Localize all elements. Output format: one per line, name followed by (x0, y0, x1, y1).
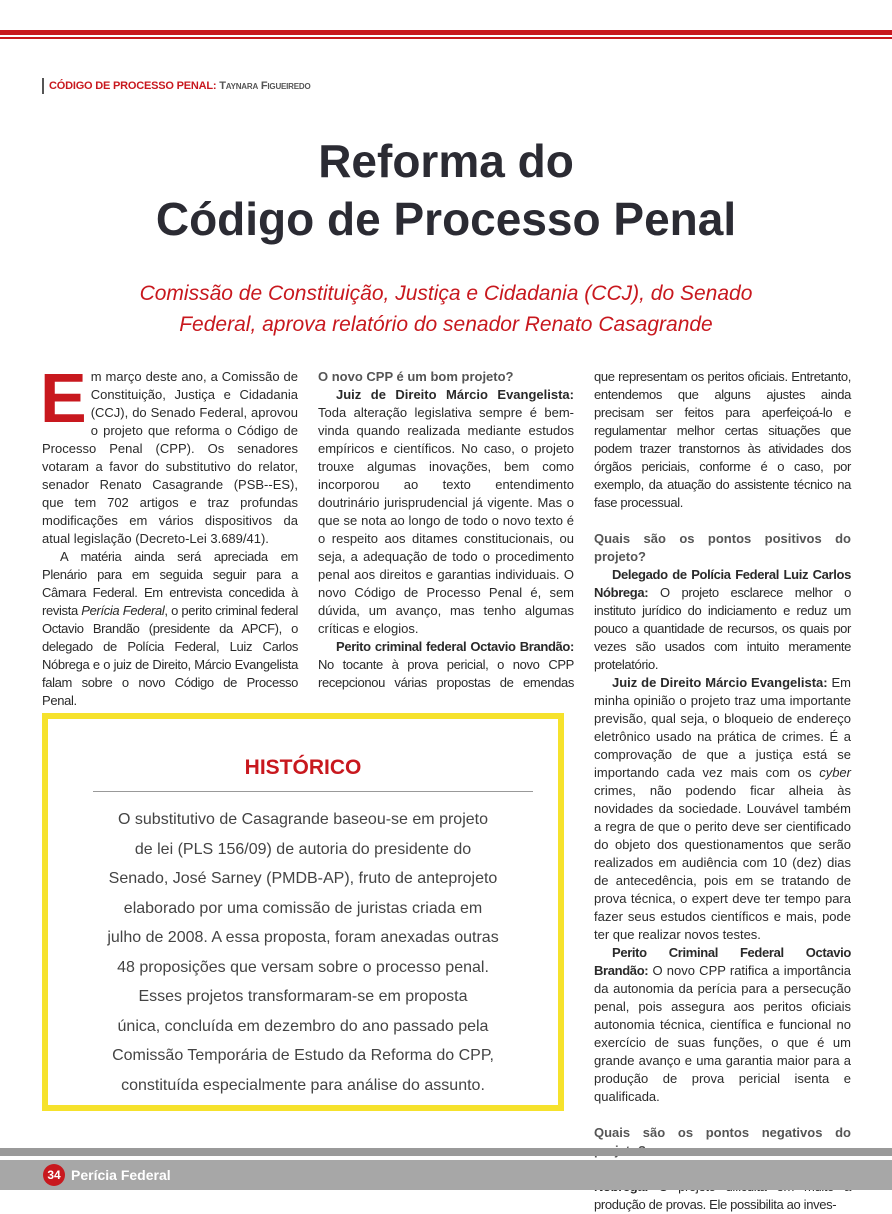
answer-2-judge-text-b: crimes, não podendo ficar alheia às novidades da sociedade. Louvável também a regra de que o perito deve ser cientificado do objeto dos questionamentos que serão realizados em audiência com 10 (dez) dias de antecedência, pois em se tratando de prova técnica, o expert deve ter tempo para fazer seus estudos científicos e mais, pode ter que realizar novos testes. (594, 783, 851, 942)
historico-line: julho de 2008. A essa proposta, foram anexadas outras (107, 929, 499, 946)
speaker-perito-2: Perito Criminal Federal Octavio Brandão: (594, 945, 851, 978)
column-1 (40, 359, 299, 710)
historico-line: 48 proposições que versam sobre o processo penal. (117, 958, 489, 976)
intro-paragraph-1 (40, 359, 298, 548)
historico-box (42, 713, 564, 1111)
cyber-word: cyber (819, 765, 851, 780)
magazine-name-inline: Perícia Federal (81, 603, 165, 618)
historico-title: HISTÓRICO (244, 756, 362, 779)
article-title (0, 132, 892, 248)
historico-line: única, concluída em dezembro do ano passado pela (117, 1017, 489, 1035)
spacer (594, 512, 851, 530)
subtitle-line-2: Federal, aprova relatório do senador Renato Casagrande (179, 313, 713, 336)
spacer-2 (594, 1106, 851, 1124)
question-3: Quais são os pontos negativos do (594, 1125, 851, 1140)
continuation-text: que representam os peritos oficiais. Entretanto, entendemos que alguns ajustes ainda precisam ser feitos para aperfeiçoá-lo e regulamentar melhor certas situações que podem trazer transtornos às atividades dos órgãos periciais, conforme é o caso, por exemplo, da atuação do assistente técnico na fase processual. (594, 369, 851, 510)
answer-2-perito (594, 944, 851, 1106)
footer-magazine-name: Perícia Federal (71, 1167, 171, 1183)
historico-line: Senado, José Sarney (PMDB-AP), fruto de anteprojeto (108, 870, 498, 887)
drop-cap: E (40, 359, 87, 437)
answer-1-judge (318, 386, 574, 638)
section-header (42, 78, 311, 94)
title-line-1: Reforma do (318, 135, 574, 187)
intro-text-2a: A matéria ainda será apreciada em Plenário para em seguida seguir para a Câmara Federal. Em entrevista concedida à revista (42, 549, 298, 618)
column-3-flow (594, 368, 851, 1214)
intro-text-1: m março deste ano, a Comissão de Constituição, Justiça e Cidadania (CCJ), do Senado Federal, aprovou o projeto que reforma o Código de Processo Penal (CPP). Os senadores votaram a favor do substitutivo do relator, senador Renato Casagrande (PSB--ES), que tem 702 artigos e traz profundas modificações em vários dispositivos da atual legislação (Decreto-Lei 3.689/41). (42, 369, 298, 546)
answer-2-delegado (594, 566, 851, 674)
answer-1-perito-text: No tocante à prova pericial, o novo CPP recepcionou várias propostas de emendas (318, 657, 574, 690)
question-1: O novo CPP é um bom projeto? (318, 369, 514, 384)
answer-2-perito-text: O novo CPP ratifica a importância da autonomia da perícia para a persecução penal, pois assegura aos peritos oficiais autonomia técnica, científica e funcional no exercício de suas funções, o que é um grande avanço e uma garantia maior para a produção de prova pericial isenta e qualificada. (594, 963, 851, 1104)
historico-line: de lei (PLS 156/09) de autoria do presidente do (134, 840, 472, 858)
speaker-judge: Juiz de Direito Márcio Evangelista: (336, 387, 574, 402)
answer-2-judge (594, 674, 851, 944)
article-subtitle (60, 278, 832, 340)
speaker-perito: Perito criminal federal Octavio Brandão: (336, 639, 574, 654)
answer-3-delegado-text: produção de provas. Ele possibilita ao inves- (594, 1197, 837, 1212)
historico-line: Comissão Temporária de Estudo da Reforma do CPP, (112, 1047, 494, 1064)
author-name: Taynara Figueiredo (219, 80, 311, 92)
historico-line: Esses projetos transformaram-se em proposta (138, 988, 468, 1005)
answer-1-judge-text: Toda alteração legislativa sempre é bem-vinda quando realizada mediante estudos empíricos e científicos. No caso, o projeto trouxe algumas inovações, bem como incorporou ao texto entendimento doutrinário jurisprudencial já vigente. Mas o que se nota ao longo de todo o novo texto é o respeito aos ditames constitucionais, ou seja, a adequação de todo o procedimento penal aos direitos e garantias individuais. O novo Código de Processo Penal é, sem dúvida, um avanço, mas tenho algumas críticas e elogios. (318, 405, 574, 636)
answer-2-judge-text-a: Em minha opinião o projeto traz uma importante previsão, qual seja, o bloqueio de endereço eletrônico usado na prática de crimes. É a comprovação de que a justiça está se importando cada vez mais com os (594, 675, 851, 780)
historico-line: constituída especialmente para análise do assunto. (121, 1076, 485, 1094)
intro-text-2b: , o perito criminal federal Octavio Brandão (presidente da APCF), o delegado de Polícia Federal, Luiz Carlos Nóbrega e o juiz de Direito, Márcio Evangelista falam sobre o novo Código de Processo Penal. (42, 603, 299, 708)
footer-bar (0, 1148, 892, 1156)
question-2: Quais são os pontos positivos do projeto? (594, 531, 851, 564)
speaker-delegado: Delegado de Polícia Federal Luiz Carlos Nóbrega: (594, 567, 851, 600)
title-line-2: Código de Processo Penal (155, 193, 737, 245)
top-red-bar (0, 30, 892, 35)
historico-line: O substitutivo de Casagrande baseou-se em projeto (118, 811, 488, 828)
top-red-thin-bar (0, 37, 892, 39)
section-label: CÓDIGO DE PROCESSO PENAL: (49, 80, 217, 92)
historico-line: elaborado por uma comissão de juristas criada em (123, 899, 483, 917)
speaker-judge-2: Juiz de Direito Márcio Evangelista: (612, 675, 828, 690)
page-number: 34 (43, 1164, 65, 1186)
historico-text (68, 805, 538, 1100)
subtitle-line-1: Comissão de Constituição, Justiça e Cidadania (CCJ), do Senado (139, 282, 753, 305)
intro-paragraph-2 (42, 548, 298, 710)
historico-divider (93, 791, 533, 792)
answer-2-delegado-text: O projeto esclarece melhor o instituto jurídico do indiciamento e reduz um pouco a quantidade de recursos, os quais por vezes são usados com intuito meramente protelatório. (594, 585, 851, 672)
answer-1-perito (318, 638, 574, 692)
column-2 (318, 368, 574, 692)
